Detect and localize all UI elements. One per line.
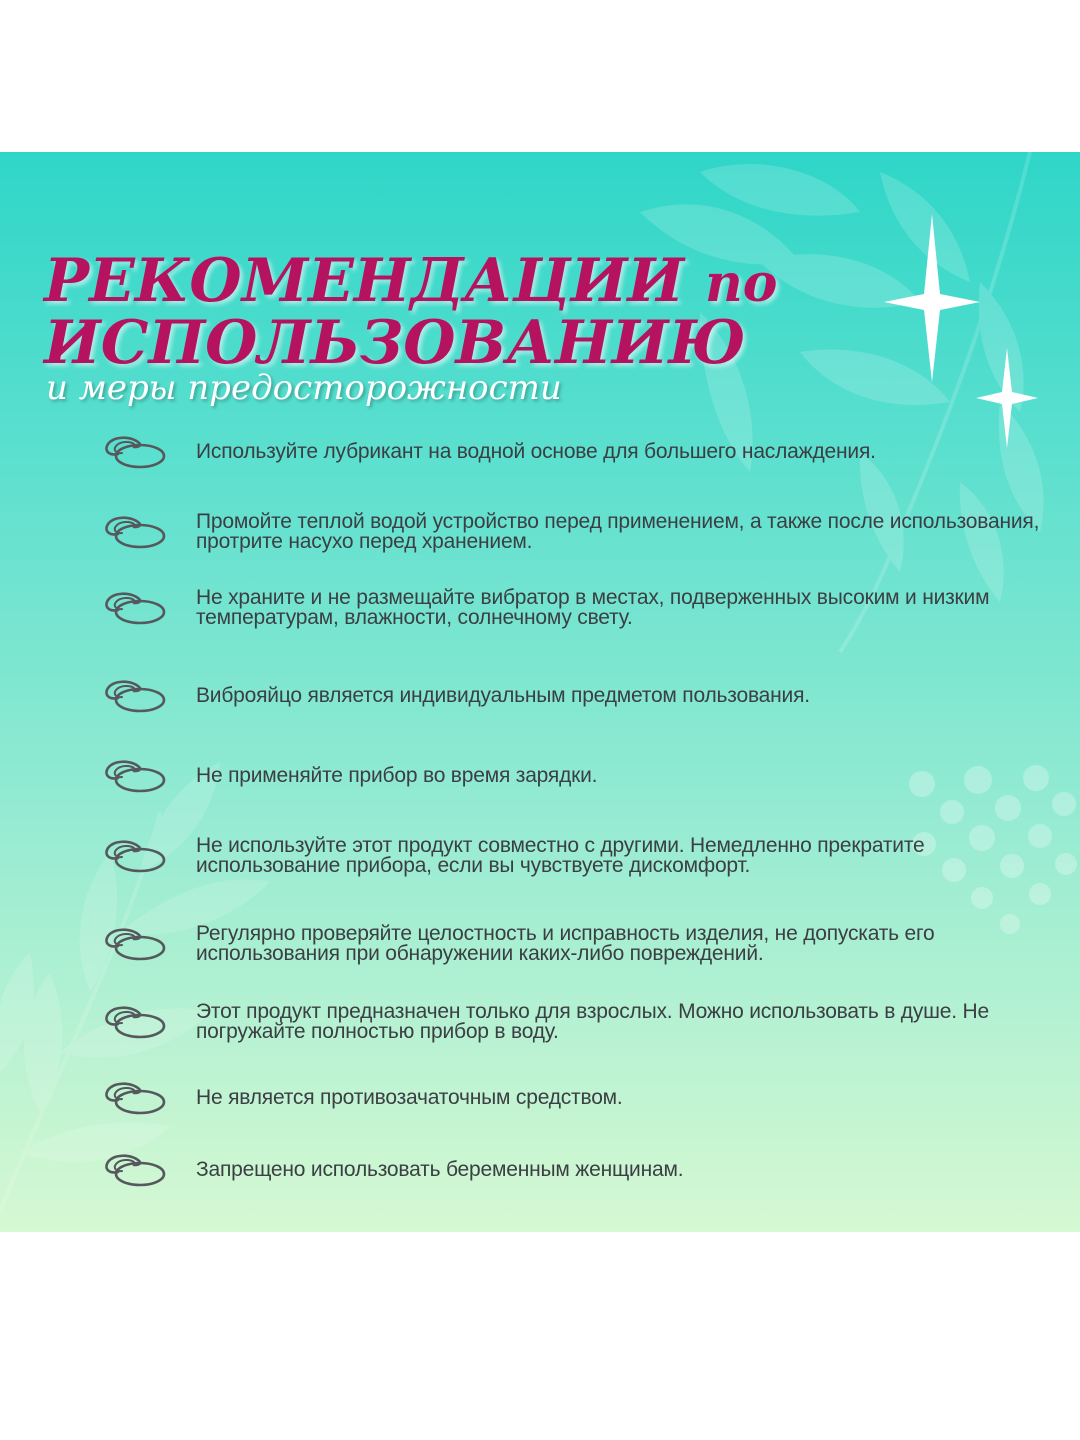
list-item [100,502,1050,562]
egg-outline-icon [100,676,170,716]
list-item [100,422,1050,482]
page-title-line2: ИСПОЛЬЗОВАНИЮ [44,308,746,378]
list-item-text: Промойте теплой водой устройство перед применением, а также после использования, протрите насухо перед хранением. [196,510,1040,553]
list-item [100,826,1050,886]
list-item-text: Не применяйте прибор во время зарядки. [196,764,598,787]
list-item-text: Виброяйцо является индивидуальным предметом пользования. [196,684,810,707]
list-item-text: Регулярно проверяйте целостность и исправность изделия, не допускать его использования при обнаружении каких-либо повреждений. [196,922,935,965]
list-item-text: Этот продукт предназначен только для взрослых. Можно использовать в душе. Не погружайте полностью прибор в воду. [196,1000,990,1043]
title-main: РЕКОМЕНДАЦИИ [44,246,685,316]
egg-outline-icon [100,836,170,876]
list-item-text: Не используйте этот продукт совместно с другими. Немедленно прекратите использование прибора, если вы чувствуете дискомфорт. [196,834,925,877]
egg-outline-icon [100,432,170,472]
page-subtitle: и меры предосторожности [46,368,562,408]
instructions-card [0,152,1080,1232]
list-item-text: Запрещено использовать беременным женщинам. [196,1158,684,1181]
list-item-text: Не является противозачаточным средством. [196,1086,623,1109]
list-item [100,578,1050,638]
list-item [100,992,1050,1052]
leaf-branch-top-right [640,152,1044,652]
list-item [100,914,1050,974]
egg-outline-icon [100,588,170,628]
list-item [100,666,1050,726]
list-item-text: Используйте лубрикант на водной основе для большего наслаждения. [196,440,876,463]
egg-outline-icon [100,1002,170,1042]
egg-outline-icon [100,512,170,552]
list-item [100,746,1050,806]
list-item [100,1068,1050,1128]
egg-outline-icon [100,756,170,796]
title-suffix: по [705,253,778,314]
egg-outline-icon [100,924,170,964]
page-title-line1 [44,246,778,316]
egg-outline-icon [100,1150,170,1190]
list-item-text: Не храните и не размещайте вибратор в местах, подверженных высоким и низким температурам, влажности, солнечному свету. [196,586,990,629]
list-item [100,1140,1050,1200]
egg-outline-icon [100,1078,170,1118]
